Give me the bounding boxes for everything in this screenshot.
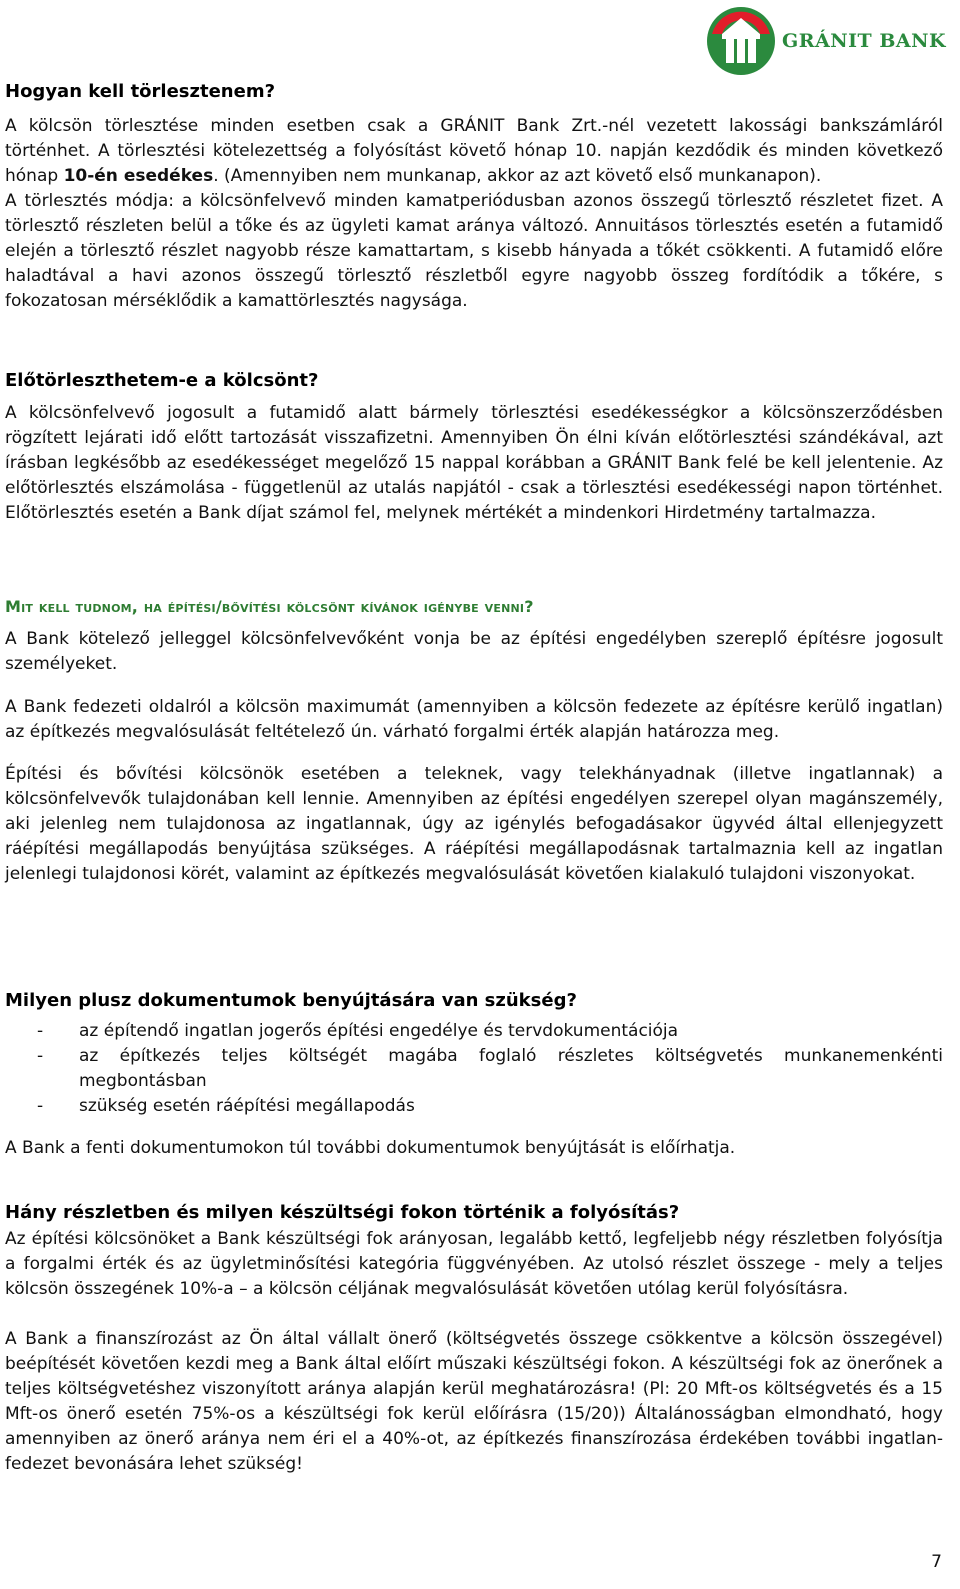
logo-text: GRÁNIT BANK (782, 29, 946, 52)
list-item: - az építendő ingatlan jogerős építési engedélye és tervdokumentációja (5, 1019, 943, 1044)
section-title: Hány részletben és milyen készültségi fokon történik a folyósítás? (5, 1202, 680, 1223)
paragraph: A Bank kötelező jelleggel kölcsönfelvevőként vonja be az építési engedélyben szereplő építésre jogosult személyeket. (5, 629, 943, 674)
paragraph: A törlesztés módja: a kölcsönfelvevő minden kamatperiódusban azonos összegű törlesztő részletet fizet. A törlesztő részleten belül a tőke és az ügyleti kamat aránya változó. Annuitásos törlesztés esetén a futamidő elején a törlesztő részlet nagyobb része kamattartam, s kisebb hányada a tőkét csökkenti. A futamidő előre haladtával a havi azonos összegű törlesztő részletből egyre nagyobb összeg fordítódik a tőkére, s fokozatosan mérséklődik a kamattörlesztés nagysága. (5, 191, 943, 311)
section-title: Hogyan kell törlesztenem? (5, 81, 276, 102)
paragraph: Az építési kölcsönöket a Bank készültségi fok arányosan, legalább kettő, legfeljebb négy részletben folyósítja a forgalmi érték és az ügyletminősítési kategória függvényében. Az utolsó részlet összege - mely a teljes kölcsön összegének 10%-a – a kölcsön céljának megvalósulását követően utólag kerül folyósításra. (5, 1229, 943, 1299)
due-date-highlight: 10-én esedékes (63, 166, 214, 186)
list-item: - az építkezés teljes költségét magába foglaló részletes költségvetés munkanemenkénti megbontásban (5, 1044, 943, 1094)
document-list (5, 1019, 943, 1119)
section-construction-loan (5, 594, 943, 887)
paragraph: A Bank fedezeti oldalról a kölcsön maximumát (amennyiben a kölcsön fedezete az építésre kerülő ingatlan) az építkezés megvalósulását feltételező ún. várható forgalmi érték alapján határozza meg. (5, 697, 943, 742)
section-documents (5, 988, 943, 1161)
section-title: Milyen plusz dokumentumok benyújtására van szükség? (5, 990, 577, 1011)
page-number: 7 (931, 1552, 942, 1572)
granit-bank-logo (704, 4, 946, 78)
paragraph: Építési és bővítési kölcsönök esetében a teleknek, vagy telekhányadnak (illetve ingatlannak) a kölcsönfelvevők tulajdonában kell lennie. Amennyiben az építési engedélyen szerepel olyan magánszemély, aki jelenleg nem tulajdonosa az ingatlannak, úgy az igénylés befogadásakor ügyvéd által ellenjegyzett ráépítési megállapodás benyújtása szükséges. A ráépítési megállapodásnak tartalmaznia kell az ingatlan jelenlegi tulajdonosi körét, valamint az építkezés megvalósulását követően kialakuló tulajdoni viszonyokat. (5, 764, 943, 884)
section-prepayment (5, 368, 943, 526)
list-item: - szükség esetén ráépítési megállapodás (5, 1094, 943, 1119)
section-title: Mit kell tudnom, ha építési/bővítési kölcsönt kívánok igénybe venni? (5, 597, 534, 616)
paragraph: A Bank a finanszírozást az Ön által vállalt önerő (költségvetés összege csökkentve a kölcsön összegével) beépítését követően kezdi meg a Bank által előírt műszaki készültségi fokon. A készültségi fok az önerőnek a teljes költségvetéshez viszonyított aránya alapján kerül meghatározásra! (Pl: 20 Mft-os költségvetés és a 15 Mft-os önerő esetén 75%-os a készültségi fok kerül előírásra (15/20)) Általánosságban elmondható, hogy amennyiben az önerő aránya nem éri el a 40%-ot, az építkezés finanszírozása érdekében további ingatlan-fedezet bevonására lehet szükség! (5, 1329, 943, 1474)
paragraph: A Bank a fenti dokumentumokon túl további dokumentumok benyújtását is előírhatja. (5, 1138, 736, 1158)
section-title: Előtörleszthetem-e a kölcsönt? (5, 370, 319, 391)
paragraph: A kölcsön törlesztése minden esetben csak a GRÁNIT Bank Zrt.-nél vezetett lakossági bankszámláról történhet. A törlesztési kötelezettség a folyósítást követő hónap 10. napján kezdődik és minden következő hónap 10-én esedékes. (Amennyiben nem munkanap, akkor az azt követő első munkanapon). (5, 116, 943, 186)
section-repayment (5, 79, 943, 314)
section-disbursement (5, 1200, 943, 1477)
granit-bank-emblem-icon (704, 4, 778, 78)
paragraph: A kölcsönfelvevő jogosult a futamidő alatt bármely törlesztési esedékességkor a kölcsönszerződésben rögzített lejárati idő előtt tartozását visszafizetni. Amennyiben Ön élni kíván előtörlesztési szándékával, azt írásban legkésőbb az esedékességet megelőző 15 nappal korábban a GRÁNIT Bank felé be kell jelentenie. Az előtörlesztés elszámolása - függetlenül az utalás napjától - csak a törlesztési esedékességi napon történhet. Előtörlesztés esetén a Bank díjat számol fel, melynek mértékét a mindenkori Hirdetmény tartalmazza. (5, 403, 943, 523)
